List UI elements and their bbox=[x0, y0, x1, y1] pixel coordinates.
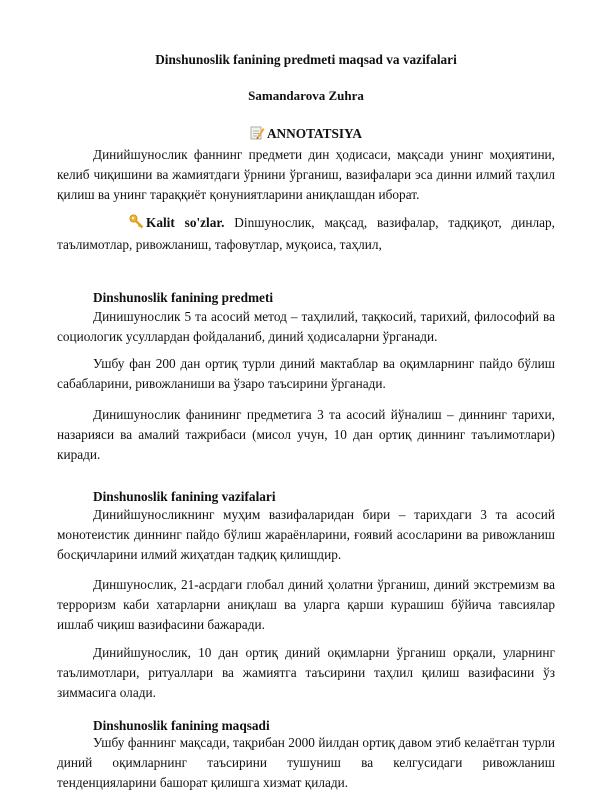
author-name: Samandarova Zuhra bbox=[248, 88, 364, 103]
vazifalari-paragraph-1: Динийшуносликнинг муҳим вазифаларидан бири – тарихдаги 3 та асосий монотеистик диннинг пайдо бўлиш жараёнларини, ғоявий асосларини ва ривожланиш босқичларини илмий жиҳатдан тадқиқ қилишдир. bbox=[57, 507, 555, 562]
annotation-paragraph: Динийшунослик фаннинг предмети дин ҳодисаси, мақсади унинг моҳиятини, келиб чиқишини ва жамиятдаги ўрнини ўрганиш, вазифалари эса динни илмий таҳлил қилиш ва унинг тараққиёт қонуниятларини аниқлашдан иборат. bbox=[57, 147, 555, 202]
section-heading-vazifalari: Dinshunoslik fanining vazifalari bbox=[93, 489, 276, 504]
annotation-heading-text: ANNOTATSIYA bbox=[266, 126, 363, 141]
maqsadi-paragraph-1: Ушбу фаннинг мақсади, тақрибан 2000 йилдан ортиқ давом этиб келаётган турли диний оқимларнинг таъсирини тушуниш ва келгусидаги ривожланиш тенденцияларини башорат қилишга хизмат қилади. bbox=[57, 735, 555, 790]
vazifalari-paragraph-3: Динийшунослик, 10 дан ортиқ диний оқимларни ўрганиш орқали, уларнинг таълимотлари, ритуаллари ва жамиятга таъсирини таҳлил қилиш вазифасини ўз зиммасига олади. bbox=[57, 645, 555, 700]
section-heading-maqsadi: Dinshunoslik fanining maqsadi bbox=[93, 718, 270, 733]
predmeti-paragraph-3: Динишунослик фанининг предметига 3 та асосий йўналиш – диннинг тарихи, назарияси ва амалий тажрибаси (мисол учун, 10 дан ортиқ диннинг таълимотлари) киради. bbox=[57, 407, 555, 462]
document-title: Dinshunoslik fanining predmeti maqsad va vazifalari bbox=[155, 52, 457, 67]
keywords-paragraph bbox=[57, 213, 555, 255]
key-icon bbox=[93, 214, 144, 235]
keywords-label: Kalit so'zlar. bbox=[146, 215, 225, 230]
vazifalari-paragraph-2: Диншунослик, 21-асрдаги глобал диний ҳолатни ўрганиш, диний экстремизм ва терроризм каби хатарларни аниқлаш ва уларга қарши курашиш бўйича тавсиялар ишлаб чиқиш вазифасини бажаради. bbox=[57, 577, 555, 632]
predmeti-paragraph-2: Ушбу фан 200 дан ортиқ турли диний мактаблар ва оқимларнинг пайдо бўлиш сабабларини, ривожланиши ва ўзаро таъсирини ўрганади. bbox=[57, 356, 555, 391]
section-heading-predmeti: Dinshunoslik fanining predmeti bbox=[93, 290, 274, 305]
predmeti-paragraph-1: Динишунослик 5 та асосий метод – таҳлилий, тақкосий, тарихий, философий ва социологик усуллардан фойдаланиб, диний ҳодисаларни ўрганади. bbox=[57, 309, 555, 344]
keywords-text: Dinшунослик, мақсад, вазифалар, тадқиқот, динлар, таълимотлар, ривожланиш, тафовутлар, муқоиса, таҳлил, bbox=[57, 215, 556, 252]
memo-pencil-icon bbox=[250, 125, 265, 144]
annotation-heading bbox=[0, 125, 612, 144]
